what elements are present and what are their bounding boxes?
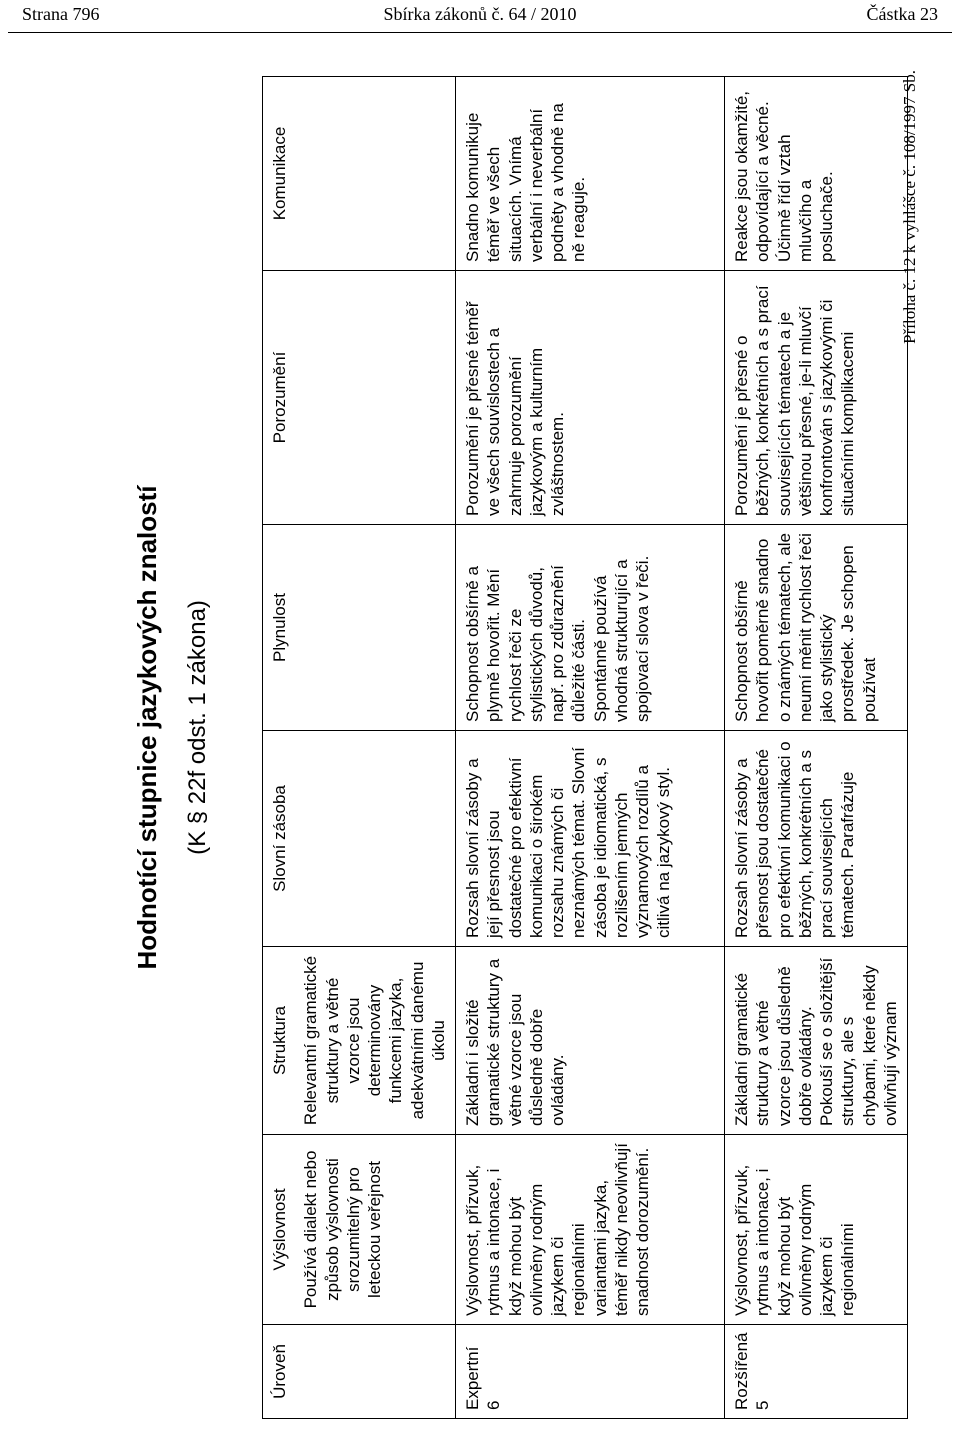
header-pronunciation-desc: Používá dialekt nebo způsob výslovnosti srozumitelný pro leteckou veřejnost [301,1150,384,1309]
header-structure: Struktura Relevantní gramatické struktury a větné vzorce jsou determinovány funkcemi jazyka, adekvátními danému úkolu [263,947,456,1135]
page-number: Strana 796 [22,4,100,24]
vocabulary-cell: Rozsah slovní zásoby a její přesnost jsou dostatečné pro efektivní komunikaci o širokém rozsahu známých či neznámých témat. Slovní zásoba je idiomatická, s rozlišením jemných významových rozdílů a citlivá na jazykový styl. [456,731,725,947]
rotated-page-content [0,60,960,1420]
header-comprehension: Porozumění [263,271,456,525]
page-header [0,0,960,30]
structure-cell: Základní i složité gramatické struktury a větné vzorce jsou důsledně dobře ovládány. [456,947,725,1135]
structure-cell: Základní gramatické struktury a větné vzorce jsou důsledně dobře ovládány. Pokouší se o složitější struktury, ale s chybami, které někdy ovlivňují význam [725,947,908,1135]
header-rule [8,32,952,33]
table-header-row [263,77,456,1419]
header-vocabulary: Slovní zásoba [263,731,456,947]
level-cell: Rozšířená 5 [725,1325,908,1419]
table-row [456,77,725,1419]
vocabulary-cell: Rozsah slovní zásoby a přesnost jsou dostatečné pro efektivní komunikaci o běžných, konkrétních a s prací souvisejících tématech. Parafrázuje [725,731,908,947]
header-structure-desc: Relevantní gramatické struktury a větné vzorce jsou determinovány funkcemi jazyka, adekvátními danému úkolu [301,955,448,1126]
table-row [725,77,908,1419]
level-cell: Expertní 6 [456,1325,725,1419]
header-pronunciation: Výslovnost Používá dialekt nebo způsob výslovnosti srozumitelný pro leteckou veřejnost [263,1135,456,1325]
pronunciation-cell: Výslovnost, přízvuk, rytmus a intonace, i když mohou být ovlivněny rodným jazykem či regionálními [725,1135,908,1325]
document-title: Hodnotící stupnice jazykových znalostí [132,485,162,970]
fluency-cell: Schopnost obšírně hovořit poměrně snadno o známých tématech, ale neumí měnit rychlost řeči jako stylistický prostředek. Je schopen používat [725,525,908,731]
header-communication: Komunikace [263,77,456,271]
pronunciation-cell: Výslovnost, přízvuk, rytmus a intonace, i když mohou být ovlivněny rodným jazykem či regionálními variantami jazyka, téměř nikdy neovlivňují snadnost dorozumění. [456,1135,725,1325]
communication-cell: Reakce jsou okamžité, odpovídající a věcné. Účinně řídí vztah mluvčího a posluchače. [725,77,908,271]
header-fluency: Plynulost [263,525,456,731]
part-label: Částka 23 [866,4,938,24]
communication-cell: Snadno komunikuje téměř ve všech situacích. Vnímá verbální i neverbální podněty a vhodně na ně reaguje. [456,77,725,271]
fluency-cell: Schopnost obšírně a plynně hovořit. Mění rychlost řeči ze stylistických důvodů, např. pro zdůraznění důležité části. Spontánně používá vhodná strukturující a spojovací slova v řeči. [456,525,725,731]
rating-scale-table [262,76,908,1419]
header-level: Úroveň [263,1325,456,1419]
comprehension-cell: Porozumění je přesné o běžných, konkrétních a s prací souvisejících tématech a je většinou přesné, je-li mluvčí konfrontován s jazykovými či situačními komplikacemi [725,271,908,525]
annex-label: Příloha č. 12 k vyhlášce č. 108/1997 Sb. [900,70,919,344]
comprehension-cell: Porozumění je přesné téměř ve všech souvislostech a zahrnuje porozumění jazykovým a kulturním zvláštnostem. [456,271,725,525]
document-subtitle: (K § 22f odst. 1 zákona) [184,600,211,855]
collection-label: Sbírka zákonů č. 64 / 2010 [383,4,577,24]
